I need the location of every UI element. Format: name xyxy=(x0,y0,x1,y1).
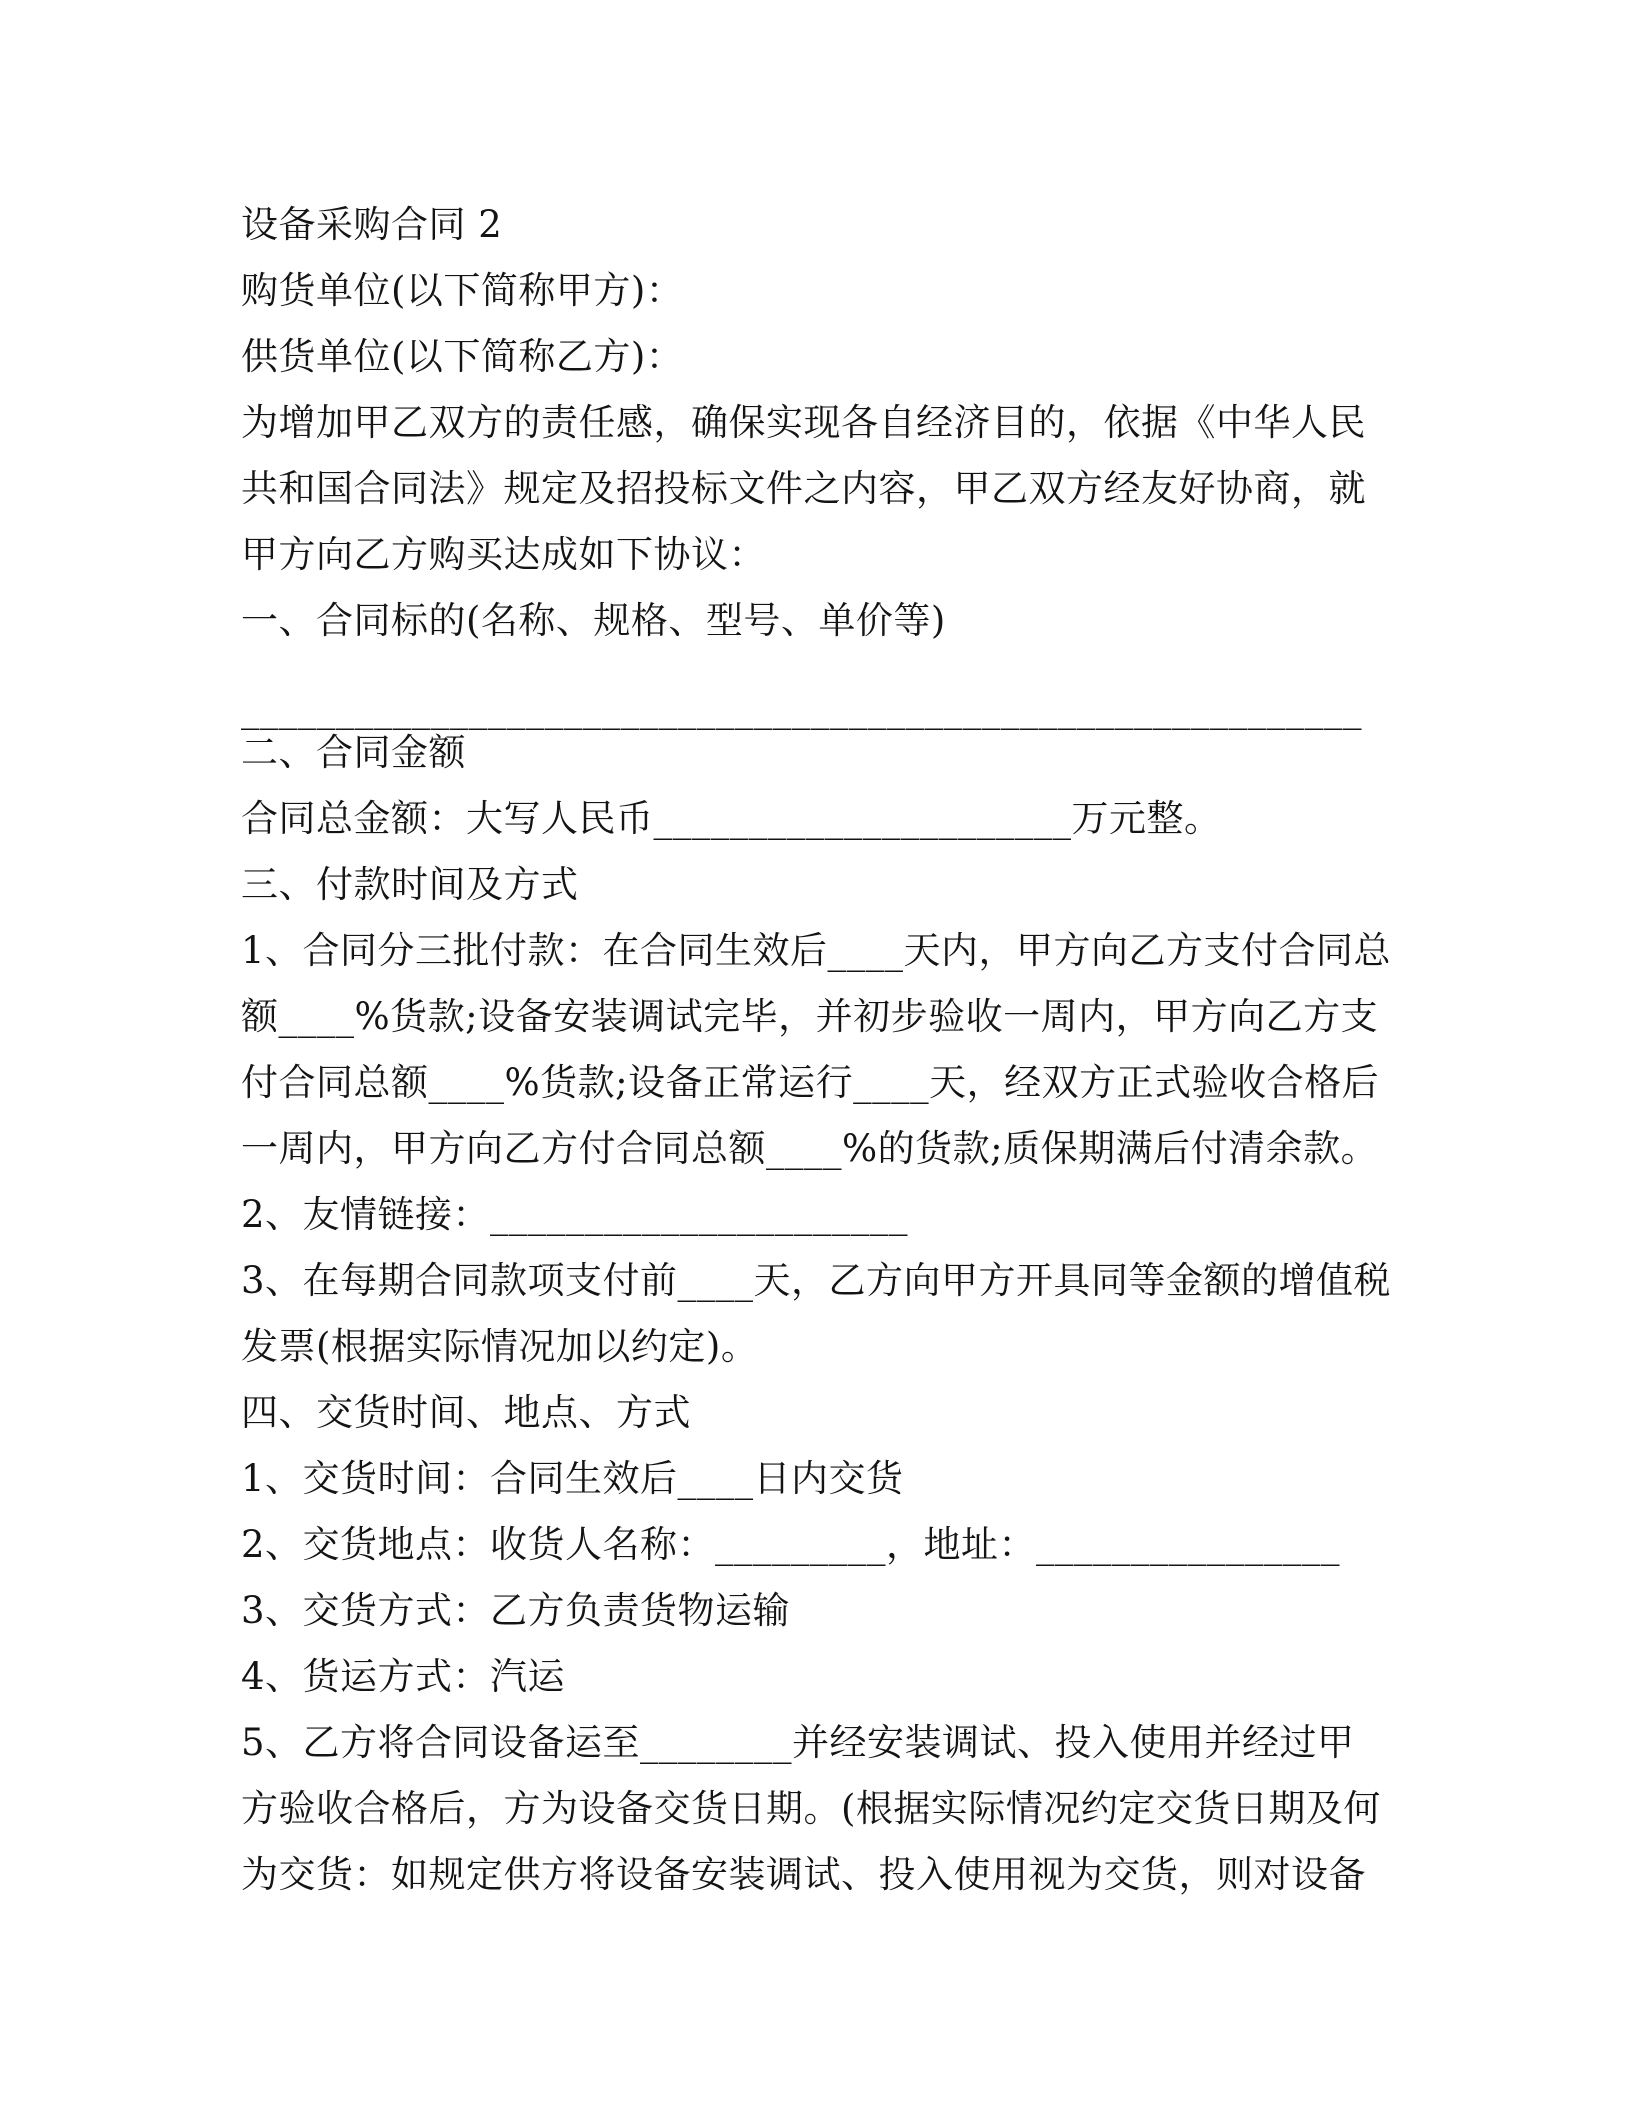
preamble-line-3: 甲方向乙方购买达成如下协议： xyxy=(241,533,766,576)
payment-line-4: 一周内，甲方向乙方付合同总额____%的货款;质保期满后付清余款。 xyxy=(241,1127,1379,1170)
section-1-heading: 一、合同标的(名称、规格、型号、单价等) xyxy=(241,599,946,642)
section-3-heading: 三、付款时间及方式 xyxy=(241,863,579,906)
invoice-line-1: 3、在每期合同款项支付前____天，乙方向甲方开具同等金额的增值税 xyxy=(241,1259,1392,1302)
contract-amount-line: 合同总金额：大写人民币______________________万元整。 xyxy=(241,797,1222,840)
delivery-clause-line-1: 5、乙方将合同设备运至________并经安装调试、投入使用并经过甲 xyxy=(241,1721,1355,1764)
section-1-blank: ___________________________________________________________ xyxy=(241,687,1362,730)
buyer-line: 购货单位(以下简称甲方)： xyxy=(241,269,684,312)
section-4-heading: 四、交货时间、地点、方式 xyxy=(241,1391,691,1434)
document-body xyxy=(241,192,1401,1908)
delivery-method-line: 3、交货方式：乙方负责货物运输 xyxy=(241,1589,791,1632)
payment-line-3: 付合同总额____%货款;设备正常运行____天，经双方正式验收合格后 xyxy=(241,1061,1380,1104)
delivery-clause-line-2: 方验收合格后，方为设备交货日期。(根据实际情况约定交货日期及何 xyxy=(241,1787,1381,1830)
friend-link-line: 2、友情链接：______________________ xyxy=(241,1193,909,1236)
delivery-clause-line-3: 为交货：如规定供方将设备安装调试、投入使用视为交货，则对设备 xyxy=(241,1853,1366,1896)
payment-line-2: 额____%货款;设备安装调试完毕，并初步验收一周内，甲方向乙方支 xyxy=(241,995,1379,1038)
preamble-line-2: 共和国合同法》规定及招投标文件之内容，甲乙双方经友好协商，就 xyxy=(241,467,1366,510)
payment-line-1: 1、合同分三批付款：在合同生效后____天内，甲方向乙方支付合同总 xyxy=(241,929,1392,972)
invoice-line-2: 发票(根据实际情况加以约定)。 xyxy=(241,1325,759,1368)
section-2-heading: 二、合同金额 xyxy=(241,731,466,774)
document-title: 设备采购合同 2 xyxy=(241,203,503,246)
supplier-line: 供货单位(以下简称乙方)： xyxy=(241,335,684,378)
shipping-method-line: 4、货运方式：汽运 xyxy=(241,1655,566,1698)
delivery-place-line: 2、交货地点：收货人名称：_________，地址：________________ xyxy=(241,1523,1341,1566)
preamble-line-1: 为增加甲乙双方的责任感，确保实现各自经济目的，依据《中华人民 xyxy=(241,401,1366,444)
delivery-time-line: 1、交货时间：合同生效后____日内交货 xyxy=(241,1457,904,1500)
